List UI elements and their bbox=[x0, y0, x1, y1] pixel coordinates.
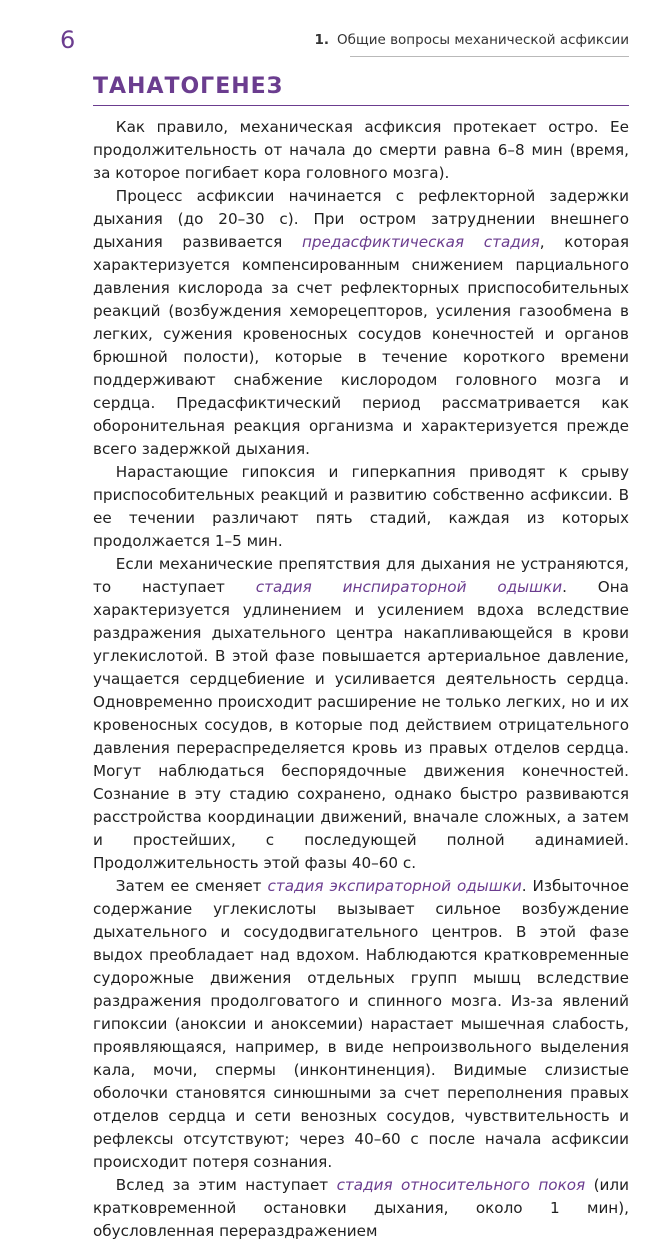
paragraph-5-text-b: . Избыточное содержание углекислоты вызывает сильное возбуждение дыхательного и сосудодвигательного центров. В этой фазе выдох преобладает над вдохом. Наблюдаются кратковременные судорожные движения отдельных групп мышц вследствие раздражения продолговатого и спинного мозга. Из-за явлений гипоксии (аноксии и аноксемии) нарастает мышечная слабость, проявляющаяся, например, в виде непроизвольного выделения кала, мочи, спермы (инконтиненция). Видимые слизистые оболочки становятся синюшными за счет переполнения правых отделов сердца и сети венозных сосудов, чувствительность и рефлексы отсутствуют; через 40–60 с после начала асфиксии происходит потеря сознания. bbox=[93, 877, 629, 1171]
paragraph-2-text-b: , которая характеризуется компенсированным снижением парциального давления кислорода за счет рефлекторных приспособительных реакций (возбуждения хеморецепторов, усиления газообмена в легких, сужения кровеносных сосудов конечностей и органов брюшной полости), которые в течение короткого времени поддерживают снабжение кислородом головного мозга и сердца. Предасфиктический период рассматривается как оборонительная реакция организма и характеризуется прежде всего задержкой дыхания. bbox=[93, 233, 629, 458]
term-expiratory-dyspnea-stage: стадия экспираторной одышки bbox=[267, 877, 522, 895]
paragraph-6 bbox=[93, 1174, 629, 1243]
paragraph-6-text-b: (или кратковременной остановки дыхания, около 1 мин), обусловленная перераздражением bbox=[93, 1176, 630, 1240]
paragraph-1 bbox=[93, 116, 629, 185]
paragraph-4 bbox=[93, 553, 629, 875]
header-divider bbox=[350, 56, 629, 57]
paragraph-5-text-a: Затем ее сменяет bbox=[115, 877, 268, 895]
term-relative-rest-stage: стадия относительного покоя bbox=[336, 1176, 586, 1194]
paragraph-6-text-a: Вслед за этим наступает bbox=[115, 1176, 337, 1194]
paragraph-1-text: Как правило, механическая асфиксия протекает остро. Ее продолжительность от начала до смерти равна 6–8 мин (время, за которое погибает кора головного мозга). bbox=[93, 118, 629, 182]
paragraph-4-text-b: . Она характеризуется удлинением и усилением вдоха вследствие раздражения дыхательного центра накапливающейся в крови углекислотой. В этой фазе повышается артериальное давление, учащается сердцебиение и усиливается деятельность сердца. Одновременно происходит расширение не только легких, но и их кровеносных сосудов, в которые под действием отрицательного давления перераспределяется кровь из правых отделов сердца. Могут наблюдаться беспорядочные движения конечностей. Сознание в эту стадию сохранено, однако быстро развиваются расстройства координации движений, вначале сложных, а затем и простейших, с последующей полной адинамией. Продолжительность этой фазы 40–60 с. bbox=[93, 578, 629, 872]
body-text bbox=[93, 116, 629, 1243]
page-number: 6 bbox=[60, 26, 76, 54]
chapter-number: 1. bbox=[314, 32, 330, 48]
term-inspiratory-dyspnea-stage: стадия инспираторной одышки bbox=[255, 578, 563, 596]
paragraph-5 bbox=[93, 875, 629, 1174]
section-title: ТАНАТОГЕНЕЗ bbox=[93, 74, 284, 99]
paragraph-4-text-a: Если механические препятствия для дыхания не устраняются, то наступает bbox=[93, 555, 629, 596]
paragraph-2-text-a: Процесс асфиксии начинается с рефлекторной задержки дыхания (до 20–30 с). При остром затруднении внешнего дыхания развивается bbox=[93, 187, 629, 251]
term-preasphyctic-stage: предасфиктическая стадия bbox=[301, 233, 540, 251]
paragraph-2 bbox=[93, 185, 629, 461]
paragraph-3 bbox=[93, 461, 629, 553]
running-header bbox=[315, 32, 629, 48]
chapter-title: Общие вопросы механической асфиксии bbox=[337, 32, 629, 48]
section-title-divider bbox=[93, 105, 629, 106]
paragraph-3-text: Нарастающие гипоксия и гиперкапния приводят к срыву приспособительных реакций и развитию собственно асфиксии. В ее течении различают пять стадий, каждая из которых продолжается 1–5 мин. bbox=[93, 463, 629, 550]
